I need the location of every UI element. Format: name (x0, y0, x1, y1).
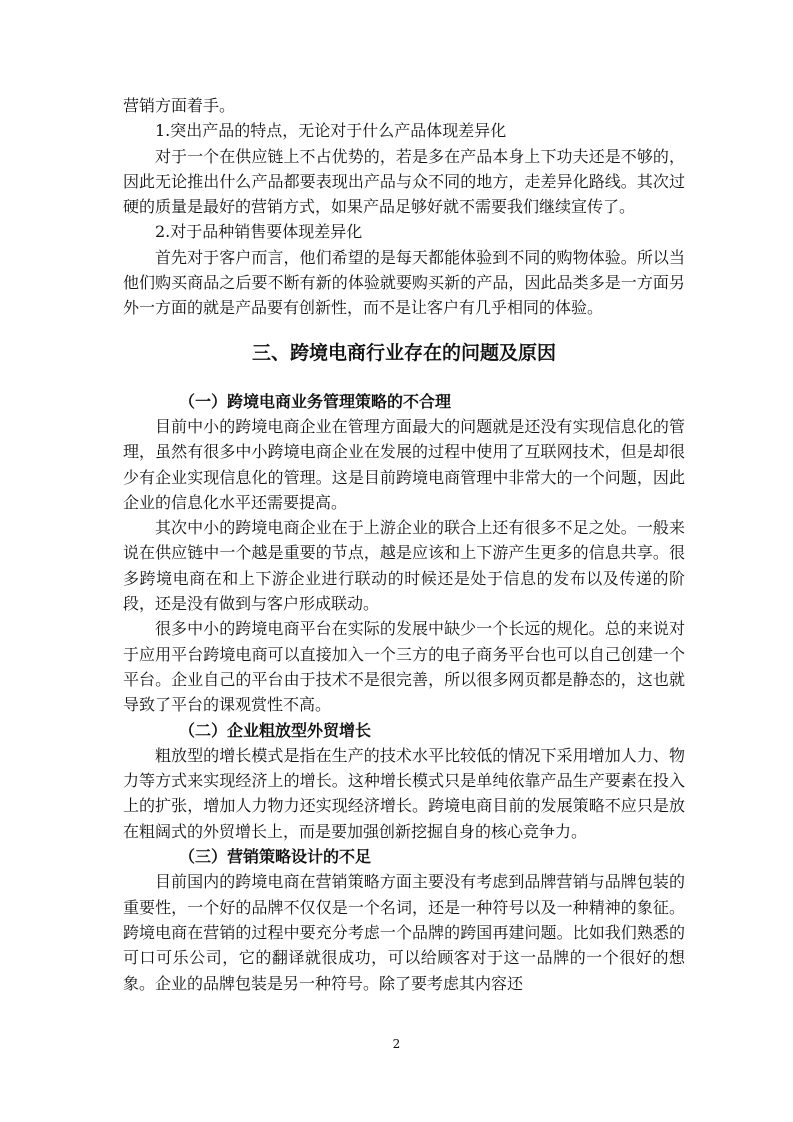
numbered-heading-2: 2.对于品种销售要体现差异化 (155, 222, 363, 242)
numbered-heading-1: 1.突出产品的特点，无论对于什么产品体现差异化 (155, 121, 507, 141)
paragraph: 粗放型的增长模式是指在生产的技术水平比较低的情况下采用增加人力、物力等方式来实现经济上的增长。这种增长模式只是单纯依靠产品生产要素在投入上的扩张，增加人力物力还实现经济增长。跨境电商目前的发展策略不应只是放在粗阔式的外贸增长上，而是要加强创新挖掘自身的核心竞争力。 (123, 745, 685, 841)
paragraph: 目前国内的跨境电商在营销策略方面主要没有考虑到品牌营销与品牌包装的重要性，一个好的品牌不仅仅是一个名词，还是一种符号以及一种精神的象征。跨境电商在营销的过程中要充分考虑一个品牌的跨国再建问题。比如我们熟悉的可口可乐公司，它的翻译就很成功，可以给顾客对于这一品牌的一个很好的想象。企业的品牌包装是另一种符号。除了要考虑其内容还 (123, 872, 685, 993)
document-body (123, 93, 685, 996)
paragraph: 目前中小的跨境电商企业在管理方面最大的问题就是还没有实现信息化的管理，虽然有很多中小跨境电商企业在发展的过程中使用了互联网技术，但是却很少有企业实现信息化的管理。这是目前跨境电商管理中非常大的一个问题，因此企业的信息化水平还需要提高。 (123, 416, 685, 512)
paragraph: 很多中小的跨境电商平台在实际的发展中缺少一个长远的规化。总的来说对于应用平台跨境电商可以直接加入一个三方的电子商务平台也可以自己创建一个平台。企业自己的平台由于技术不是很完善，所以很多网页都是静态的，这也就导致了平台的课观赏性不高。 (123, 619, 685, 715)
paragraph: 其次中小的跨境电商企业在于上游企业的联合上还有很多不足之处。一般来说在供应链中一个越是重要的节点，越是应该和上下游产生更多的信息共享。很多跨境电商在和上下游企业进行联动的时候还是处于信息的发布以及传递的阶段，还是没有做到与客户形成联动。 (123, 518, 685, 614)
section-title: 三、跨境电商行业存在的问题及原因 (251, 341, 556, 364)
paragraph: 首先对于客户而言，他们希望的是每天都能体验到不同的购物体验。所以当他们购买商品之后要不断有新的体验就要购买新的产品，因此品类多是一方面另外一方面的就是产品要有创新性，而不是让客户有几乎相同的体验。 (123, 247, 685, 318)
paragraph-continuation: 营销方面着手。 (123, 96, 236, 115)
subsection-heading-1: （一）跨境电商业务管理策略的不合理 (179, 391, 452, 411)
subsection-heading-3: （三）营销策略设计的不足 (179, 847, 372, 867)
subsection-heading-2: （二）企业粗放型外贸增长 (179, 720, 372, 740)
page-number: 2 (392, 1037, 401, 1051)
paragraph: 对于一个在供应链上不占优势的，若是多在产品本身上下功夫还是不够的，因此无论推出什么产品都要表现出产品与众不同的地方，走差异化路线。其次过硬的质量是最好的营销方式，如果产品足够好就不需要我们继续宣传了。 (123, 146, 685, 217)
